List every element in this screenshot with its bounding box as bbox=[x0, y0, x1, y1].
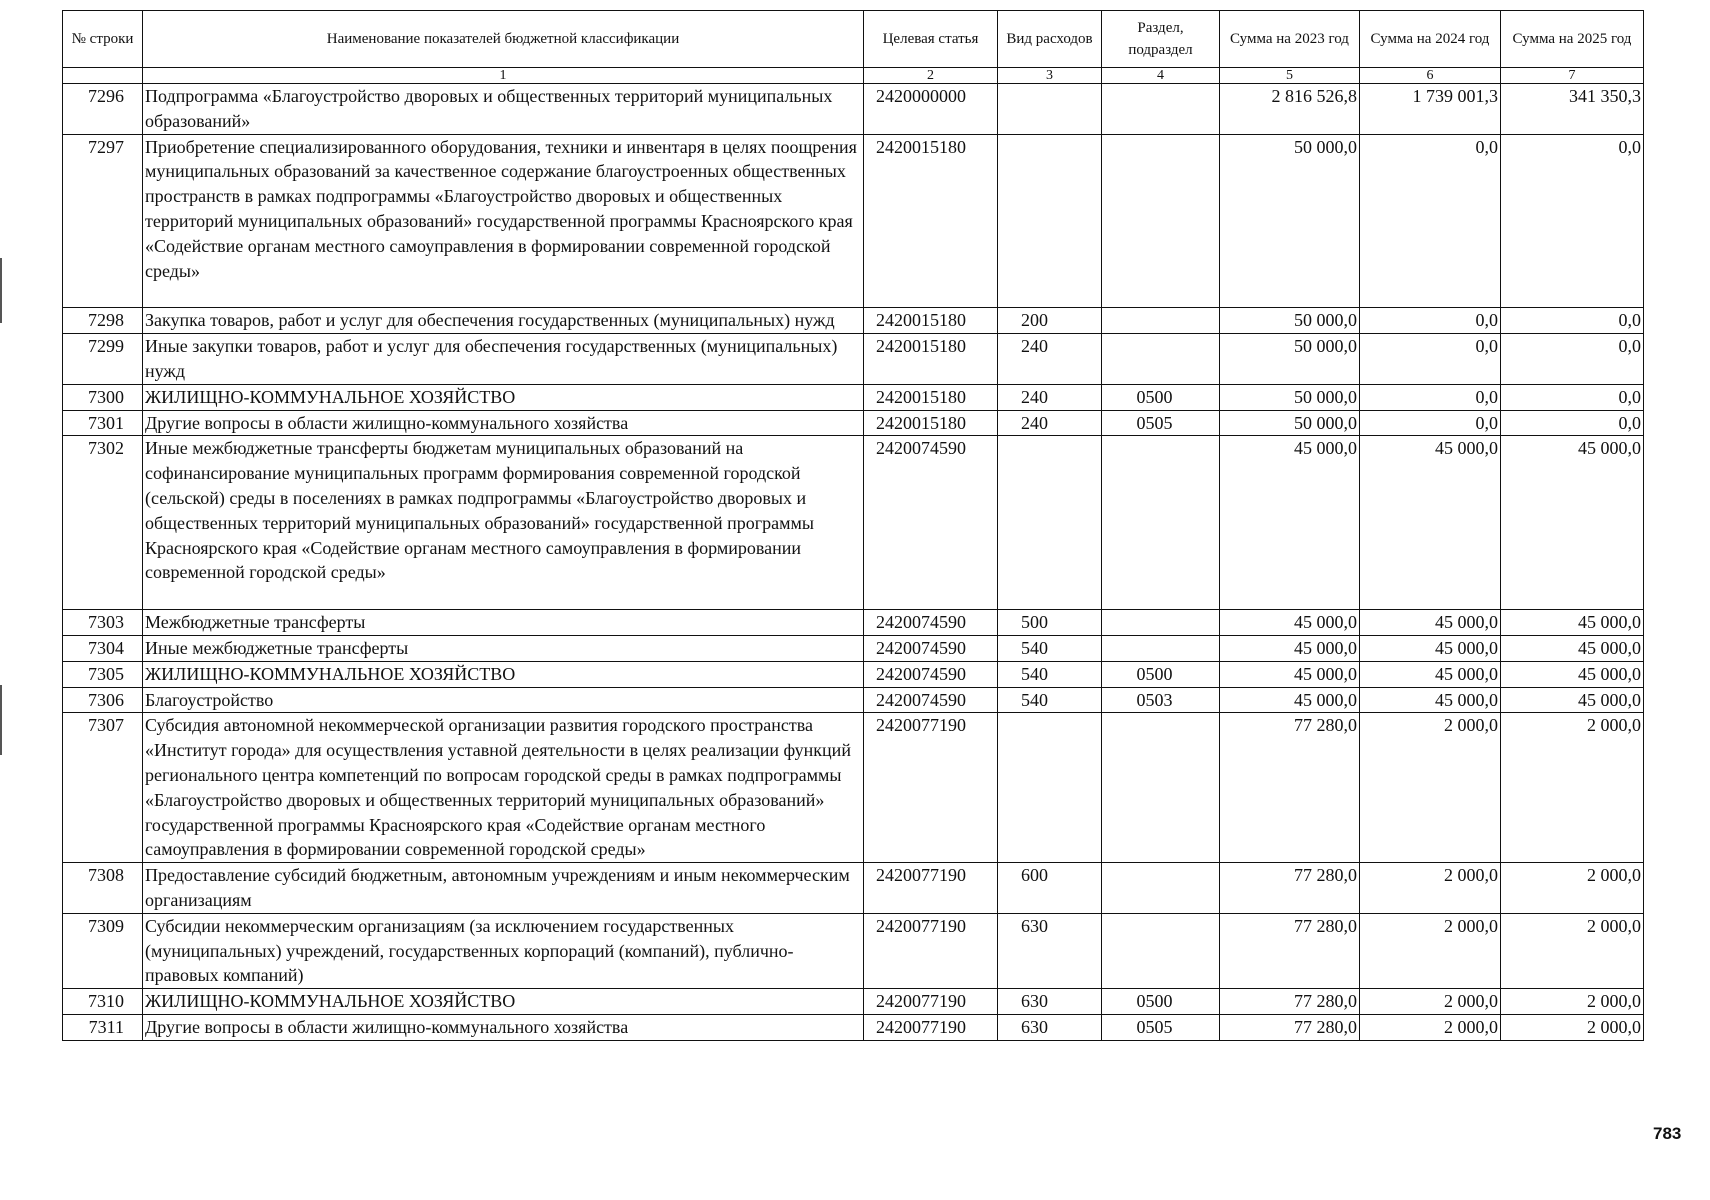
row-name: Другие вопросы в области жилищно-коммунального хозяйства bbox=[143, 410, 864, 436]
header-expense-type: Вид расходов bbox=[998, 11, 1102, 68]
header-name: Наименование показателей бюджетной классификации bbox=[143, 11, 864, 68]
row-expense-type: 240 bbox=[998, 384, 1102, 410]
row-target-article: 2420000000 bbox=[864, 84, 998, 135]
scan-artifact-line bbox=[0, 258, 2, 323]
row-sum-2024: 0,0 bbox=[1360, 334, 1501, 385]
row-target-article: 2420077190 bbox=[864, 713, 998, 863]
column-number-row bbox=[63, 68, 1644, 84]
row-name: Иные закупки товаров, работ и услуг для обеспечения государственных (муниципальных) нужд bbox=[143, 334, 864, 385]
row-sum-2025: 2 000,0 bbox=[1501, 1014, 1644, 1040]
row-sum-2023: 45 000,0 bbox=[1220, 635, 1360, 661]
table-row bbox=[63, 863, 1644, 914]
row-expense-type: 630 bbox=[998, 913, 1102, 988]
row-number: 7305 bbox=[63, 661, 143, 687]
row-expense-type: 630 bbox=[998, 1014, 1102, 1040]
row-target-article: 2420077190 bbox=[864, 863, 998, 914]
row-section bbox=[1102, 334, 1220, 385]
row-expense-type: 500 bbox=[998, 610, 1102, 636]
row-section bbox=[1102, 610, 1220, 636]
row-sum-2025: 0,0 bbox=[1501, 308, 1644, 334]
row-number: 7307 bbox=[63, 713, 143, 863]
column-number: 3 bbox=[998, 68, 1102, 84]
row-target-article: 2420015180 bbox=[864, 308, 998, 334]
row-sum-2023: 77 280,0 bbox=[1220, 863, 1360, 914]
row-section bbox=[1102, 713, 1220, 863]
row-sum-2024: 45 000,0 bbox=[1360, 661, 1501, 687]
row-name: Иные межбюджетные трансферты bbox=[143, 635, 864, 661]
table-row bbox=[63, 713, 1644, 863]
row-section bbox=[1102, 134, 1220, 308]
row-sum-2025: 341 350,3 bbox=[1501, 84, 1644, 135]
row-sum-2024: 2 000,0 bbox=[1360, 863, 1501, 914]
column-number: 6 bbox=[1360, 68, 1501, 84]
header-row-number: № строки bbox=[63, 11, 143, 68]
row-name: Субсидии некоммерческим организациям (за исключением государственных (муниципальных) учреждений, государственных корпораций (компаний), публично-правовых компаний) bbox=[143, 913, 864, 988]
row-target-article: 2420074590 bbox=[864, 635, 998, 661]
row-sum-2024: 45 000,0 bbox=[1360, 635, 1501, 661]
table-row bbox=[63, 134, 1644, 308]
row-target-article: 2420077190 bbox=[864, 989, 998, 1015]
row-number: 7302 bbox=[63, 436, 143, 610]
row-number: 7303 bbox=[63, 610, 143, 636]
row-expense-type bbox=[998, 436, 1102, 610]
row-sum-2025: 0,0 bbox=[1501, 410, 1644, 436]
row-section: 0500 bbox=[1102, 384, 1220, 410]
row-name: Закупка товаров, работ и услуг для обеспечения государственных (муниципальных) нужд bbox=[143, 308, 864, 334]
row-expense-type: 540 bbox=[998, 661, 1102, 687]
row-name: Иные межбюджетные трансферты бюджетам муниципальных образований на софинансирование муниципальных программ формирования современной городской (сельской) среды в поселениях в рамках подпрограммы «Благоустройство дворовых и общественных территорий муниципальных образований» государственной программы Красноярского края «Содействие органам местного самоуправления в формировании современной городской среды» bbox=[143, 436, 864, 610]
table-row bbox=[63, 661, 1644, 687]
row-name: ЖИЛИЩНО-КОММУНАЛЬНОЕ ХОЗЯЙСТВО bbox=[143, 384, 864, 410]
table-row bbox=[63, 410, 1644, 436]
row-sum-2024: 2 000,0 bbox=[1360, 989, 1501, 1015]
row-expense-type: 630 bbox=[998, 989, 1102, 1015]
row-target-article: 2420074590 bbox=[864, 610, 998, 636]
header-sum-2024: Сумма на 2024 год bbox=[1360, 11, 1501, 68]
row-name: Подпрограмма «Благоустройство дворовых и общественных территорий муниципальных образований» bbox=[143, 84, 864, 135]
row-sum-2025: 45 000,0 bbox=[1501, 635, 1644, 661]
row-sum-2025: 0,0 bbox=[1501, 134, 1644, 308]
header-sum-2025: Сумма на 2025 год bbox=[1501, 11, 1644, 68]
row-number: 7300 bbox=[63, 384, 143, 410]
row-section bbox=[1102, 436, 1220, 610]
header-sum-2023: Сумма на 2023 год bbox=[1220, 11, 1360, 68]
row-name: Другие вопросы в области жилищно-коммунального хозяйства bbox=[143, 1014, 864, 1040]
row-number: 7298 bbox=[63, 308, 143, 334]
row-sum-2023: 50 000,0 bbox=[1220, 134, 1360, 308]
table-row bbox=[63, 308, 1644, 334]
column-number: 1 bbox=[143, 68, 864, 84]
row-target-article: 2420077190 bbox=[864, 1014, 998, 1040]
row-sum-2024: 2 000,0 bbox=[1360, 713, 1501, 863]
row-target-article: 2420015180 bbox=[864, 134, 998, 308]
column-number: 5 bbox=[1220, 68, 1360, 84]
row-section: 0505 bbox=[1102, 1014, 1220, 1040]
row-sum-2023: 77 280,0 bbox=[1220, 913, 1360, 988]
row-sum-2023: 50 000,0 bbox=[1220, 384, 1360, 410]
row-sum-2023: 77 280,0 bbox=[1220, 1014, 1360, 1040]
row-sum-2023: 45 000,0 bbox=[1220, 687, 1360, 713]
row-sum-2024: 45 000,0 bbox=[1360, 687, 1501, 713]
row-section bbox=[1102, 913, 1220, 988]
header-target-article: Целевая статья bbox=[864, 11, 998, 68]
row-sum-2024: 45 000,0 bbox=[1360, 436, 1501, 610]
row-sum-2025: 45 000,0 bbox=[1501, 661, 1644, 687]
row-name: ЖИЛИЩНО-КОММУНАЛЬНОЕ ХОЗЯЙСТВО bbox=[143, 989, 864, 1015]
row-target-article: 2420074590 bbox=[864, 661, 998, 687]
row-sum-2025: 2 000,0 bbox=[1501, 989, 1644, 1015]
row-number: 7309 bbox=[63, 913, 143, 988]
row-number: 7306 bbox=[63, 687, 143, 713]
row-sum-2023: 50 000,0 bbox=[1220, 410, 1360, 436]
row-section: 0503 bbox=[1102, 687, 1220, 713]
row-sum-2025: 45 000,0 bbox=[1501, 436, 1644, 610]
row-sum-2023: 50 000,0 bbox=[1220, 308, 1360, 334]
row-section bbox=[1102, 84, 1220, 135]
row-sum-2023: 2 816 526,8 bbox=[1220, 84, 1360, 135]
table-row bbox=[63, 989, 1644, 1015]
table-row bbox=[63, 687, 1644, 713]
row-number: 7299 bbox=[63, 334, 143, 385]
row-sum-2025: 2 000,0 bbox=[1501, 913, 1644, 988]
row-expense-type: 600 bbox=[998, 863, 1102, 914]
table-row bbox=[63, 610, 1644, 636]
row-sum-2024: 2 000,0 bbox=[1360, 913, 1501, 988]
row-section bbox=[1102, 863, 1220, 914]
column-number-blank bbox=[63, 68, 143, 84]
row-expense-type: 240 bbox=[998, 334, 1102, 385]
row-number: 7311 bbox=[63, 1014, 143, 1040]
row-expense-type: 200 bbox=[998, 308, 1102, 334]
page-number: 783 bbox=[1653, 1124, 1682, 1143]
row-sum-2025: 2 000,0 bbox=[1501, 713, 1644, 863]
row-expense-type: 240 bbox=[998, 410, 1102, 436]
row-target-article: 2420015180 bbox=[864, 334, 998, 385]
row-sum-2024: 45 000,0 bbox=[1360, 610, 1501, 636]
row-expense-type bbox=[998, 134, 1102, 308]
row-section bbox=[1102, 635, 1220, 661]
row-name: Предоставление субсидий бюджетным, автономным учреждениям и иным некоммерческим организациям bbox=[143, 863, 864, 914]
row-number: 7304 bbox=[63, 635, 143, 661]
row-expense-type bbox=[998, 84, 1102, 135]
row-target-article: 2420074590 bbox=[864, 687, 998, 713]
row-sum-2025: 2 000,0 bbox=[1501, 863, 1644, 914]
column-number: 2 bbox=[864, 68, 998, 84]
row-sum-2025: 0,0 bbox=[1501, 334, 1644, 385]
row-sum-2023: 45 000,0 bbox=[1220, 610, 1360, 636]
column-number: 4 bbox=[1102, 68, 1220, 84]
row-number: 7296 bbox=[63, 84, 143, 135]
row-target-article: 2420015180 bbox=[864, 384, 998, 410]
table-row bbox=[63, 84, 1644, 135]
row-sum-2023: 77 280,0 bbox=[1220, 989, 1360, 1015]
row-expense-type: 540 bbox=[998, 687, 1102, 713]
row-sum-2023: 77 280,0 bbox=[1220, 713, 1360, 863]
row-number: 7308 bbox=[63, 863, 143, 914]
row-sum-2024: 0,0 bbox=[1360, 410, 1501, 436]
header-section: Раздел, подраздел bbox=[1102, 11, 1220, 68]
row-sum-2024: 0,0 bbox=[1360, 384, 1501, 410]
row-sum-2023: 45 000,0 bbox=[1220, 436, 1360, 610]
row-target-article: 2420077190 bbox=[864, 913, 998, 988]
table-row bbox=[63, 384, 1644, 410]
table-row bbox=[63, 436, 1644, 610]
row-name: ЖИЛИЩНО-КОММУНАЛЬНОЕ ХОЗЯЙСТВО bbox=[143, 661, 864, 687]
row-sum-2023: 50 000,0 bbox=[1220, 334, 1360, 385]
row-name: Приобретение специализированного оборудования, техники и инвентаря в целях поощрения муниципальных образований за качественное содержание благоустроенных общественных пространств в рамках подпрограммы «Благоустройство дворовых и общественных территорий муниципальных образований» государственной программы Красноярского края «Содействие органам местного самоуправления в формировании современной городской среды» bbox=[143, 134, 864, 308]
row-sum-2025: 0,0 bbox=[1501, 384, 1644, 410]
row-section: 0500 bbox=[1102, 661, 1220, 687]
row-name: Субсидия автономной некоммерческой организации развития городского пространства «Институт города» для осуществления уставной деятельности в целях реализации функций регионального центра компетенций по вопросам городской среды в рамках подпрограммы «Благоустройство дворовых и общественных территорий муниципальных образований» государственной программы Красноярского края «Содействие органам местного самоуправления в формировании современной городской среды» bbox=[143, 713, 864, 863]
table-header-row bbox=[63, 11, 1644, 68]
column-number: 7 bbox=[1501, 68, 1644, 84]
row-number: 7297 bbox=[63, 134, 143, 308]
row-expense-type: 540 bbox=[998, 635, 1102, 661]
row-section: 0505 bbox=[1102, 410, 1220, 436]
row-number: 7310 bbox=[63, 989, 143, 1015]
table-row bbox=[63, 334, 1644, 385]
row-number: 7301 bbox=[63, 410, 143, 436]
row-sum-2023: 45 000,0 bbox=[1220, 661, 1360, 687]
row-name: Межбюджетные трансферты bbox=[143, 610, 864, 636]
scan-artifact-line bbox=[0, 685, 2, 755]
row-section bbox=[1102, 308, 1220, 334]
table-row bbox=[63, 635, 1644, 661]
row-target-article: 2420074590 bbox=[864, 436, 998, 610]
row-sum-2024: 2 000,0 bbox=[1360, 1014, 1501, 1040]
table-row bbox=[63, 913, 1644, 988]
row-sum-2024: 0,0 bbox=[1360, 308, 1501, 334]
row-target-article: 2420015180 bbox=[864, 410, 998, 436]
row-expense-type bbox=[998, 713, 1102, 863]
row-sum-2024: 0,0 bbox=[1360, 134, 1501, 308]
budget-classification-table bbox=[62, 10, 1644, 1041]
row-section: 0500 bbox=[1102, 989, 1220, 1015]
table-row bbox=[63, 1014, 1644, 1040]
row-sum-2025: 45 000,0 bbox=[1501, 687, 1644, 713]
row-sum-2025: 45 000,0 bbox=[1501, 610, 1644, 636]
row-name: Благоустройство bbox=[143, 687, 864, 713]
budget-table-sheet bbox=[62, 10, 1643, 1041]
row-sum-2024: 1 739 001,3 bbox=[1360, 84, 1501, 135]
